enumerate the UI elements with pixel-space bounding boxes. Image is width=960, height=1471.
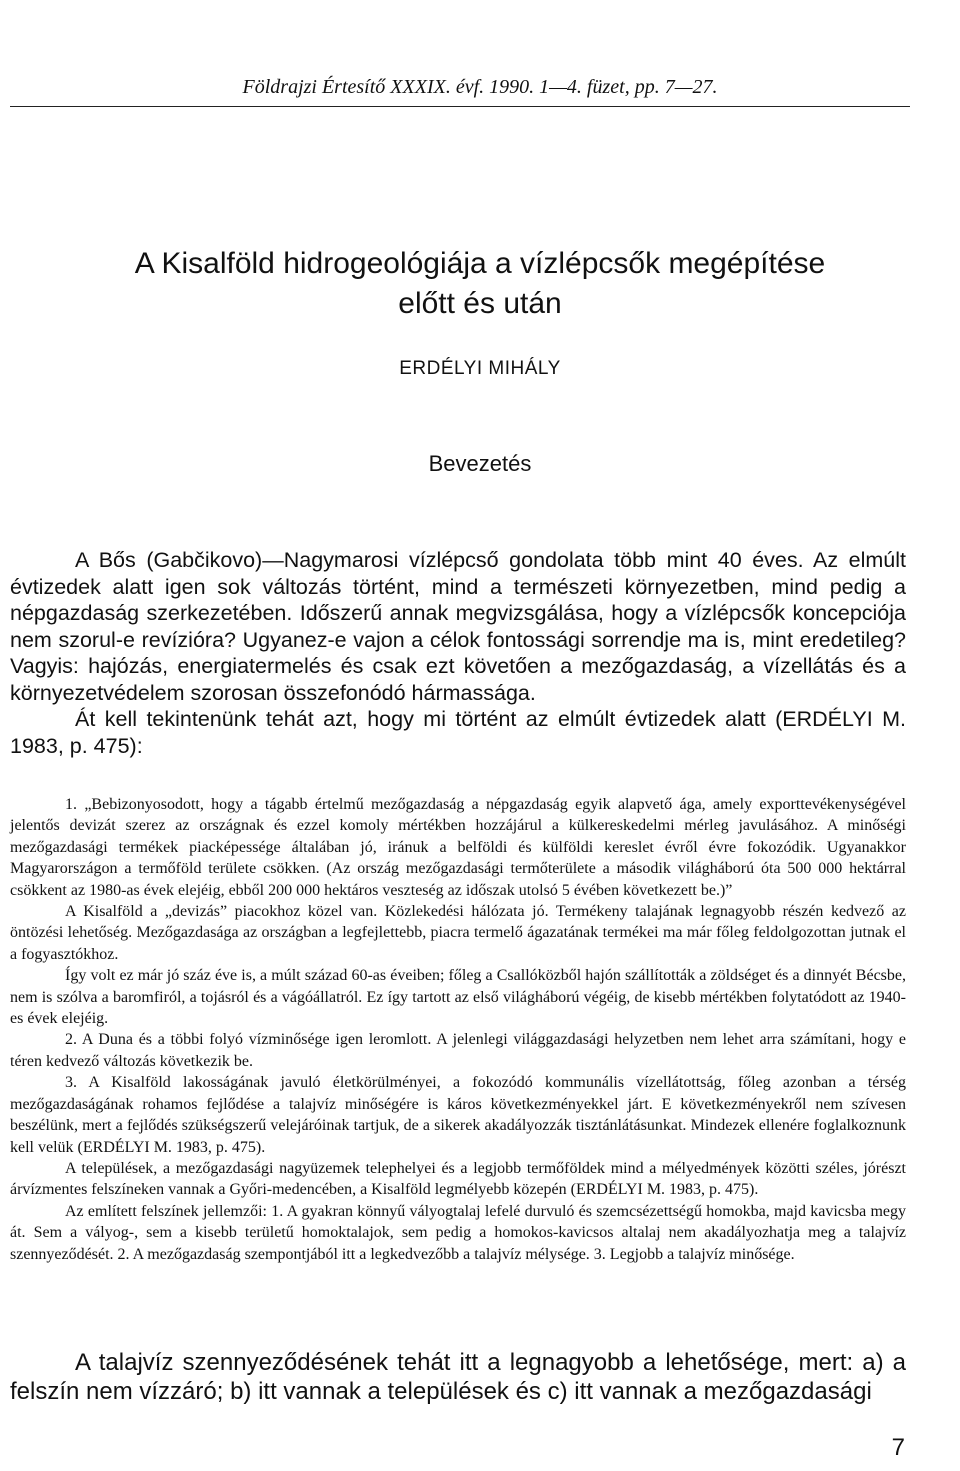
header-rule [10, 106, 910, 107]
intro-paragraph: Át kell tekintenünk tehát azt, hogy mi történt az elmúlt évtizedek alatt (ERDÉLYI M. 1983, p. 475): [10, 707, 906, 758]
running-head: Földrajzi Értesítő XXXIX. évf. 1990. 1—4. füzet, pp. 7—27. [242, 76, 718, 98]
quote-paragraph: A települések, a mezőgazdasági nagyüzemek telephelyei és a legjobb termőföldek mind a mélyedmények közötti széles, jórészt árvízmentes felszíneken vannak a Győri-medencében, a Kisalföld legmélyebb közepén (ERDÉLYI M. 1983, p. 475). [10, 1159, 906, 1199]
quote-paragraph: 1. „Bebizonyosodott, hogy a tágabb értelmű mezőgazdaság a népgazdaság egyik alapvető ága, amely exporttevékenységével jelentős devizát szerez az országnak és ezzel komoly mértékben hozzájárul a külkereskedelmi mérleg javulásához. A minőségi mezőgazdasági termékek piacképessége általában jó, iránuk a belföldi és külföldi kereslet évről évre fokozódik. Ugyanakkor Magyarországon a termőföld területe csökken. (Az ország mezőgazdasági termőterülete a második világháború óta 500 000 hektárral csökkent az 1980-as évek elejéig, ebből 200 000 hektáros veszteség az időszak utolsó 5 évében következett be.)” [10, 796, 906, 899]
title-line-1: A Kisalföld hidrogeológiája a vízlépcsők megépítése [134, 247, 826, 280]
section-heading: Bevezetés [428, 451, 532, 476]
quoted-text [10, 794, 906, 1265]
closing-paragraph: A talajvíz szennyeződésének tehát itt a legnagyobb a lehetősége, mert: a) a felszín nem vízzáró; b) itt vannak a települések és c) itt vannak a mezőgazdasági [10, 1349, 906, 1405]
quote-paragraph: 3. A Kisalföld lakosságának javuló életkörülményei, a fokozódó kommunális vízellátottság, főleg azonban a térség mezőgazdaságának rohamos fejlődése a talajvíz minőségére is káros következményekkel járt. E következményekről nem szívesen beszélünk, mert a fejlődés szükségszerű velejáróinak tartjuk, de a sikerek akadályozzák tisztánlátásunkat. Mindezek ellenére foglalkoznunk kell velük (ERDÉLYI M. 1983, p. 475). [10, 1074, 906, 1156]
title-line-2: előtt és után [398, 287, 562, 320]
intro-text [10, 547, 906, 759]
quote-paragraph: A Kisalföld a „devizás” piacokhoz közel van. Közlekedési hálózata jó. Termékeny talajának legnagyobb részén kedvező az öntözési lehetőség. Mezőgazdasága az országban a legfejlettebb, piacra termelő ágazatának termékei ma már főleg feldolgozottan jutnak el a fogyasztókhoz. [10, 903, 906, 963]
article-title [40, 244, 920, 324]
quote-paragraph: Így volt ez már jó száz éve is, a múlt század 60-as éveiben; főleg a Csallóközből hajón szállították a zöldséget és a dinnyét Bécsbe, nem is szólva a baromfiról, a tojásról és a vágóállatról. Ez így tartott az első világháború végéig, de kisebb mértékben folytatódott az 1940-es évek elejéig. [10, 967, 906, 1028]
closing-text [10, 1348, 906, 1406]
quote-paragraph: 2. A Duna és a többi folyó vízminősége igen leromlott. A jelenlegi világgazdasági helyzetben nem lehet arra számítani, hogy e téren kedvező változás következik be. [10, 1031, 906, 1070]
quote-paragraph: Az említett felszínek jellemzői: 1. A gyakran könnyű vályogtalaj lefelé durvuló és szemcsézettségű homokba, majd kavicsba megy át. Sem a vályog-, sem a kisebb területű homoktalajok, sem pedig a homokos-kavicsos altalaj nem akadályozhatja meg a talajvíz szennyeződését. 2. A mezőgazdaság szempontjából itt a legkedvezőbb a talajvíz mélysége. 3. Legjobb a talajvíz minősége. [10, 1202, 906, 1263]
page-number: 7 [891, 1434, 905, 1461]
intro-paragraph: A Bős (Gabčikovo)—Nagymarosi vízlépcső gondolata több mint 40 éves. Az elmúlt évtizedek alatt igen sok változás történt, mind a természeti környezetben, mind pedig a népgazdaság szerkezetében. Időszerű annak megvizsgálása, hogy a vízlépcsők koncepciója nem szorul-e revízióra? Ugyanez-e vajon a célok fontossági sorrendje ma is, mint eredetileg? Vagyis: hajózás, energiatermelés és csak ezt követően a mezőgazdaság, a vízellátás és a környezetvédelem szorosan összefonódó hármassága. [10, 548, 906, 705]
author-name: ERDÉLYI MIHÁLY [399, 358, 561, 379]
